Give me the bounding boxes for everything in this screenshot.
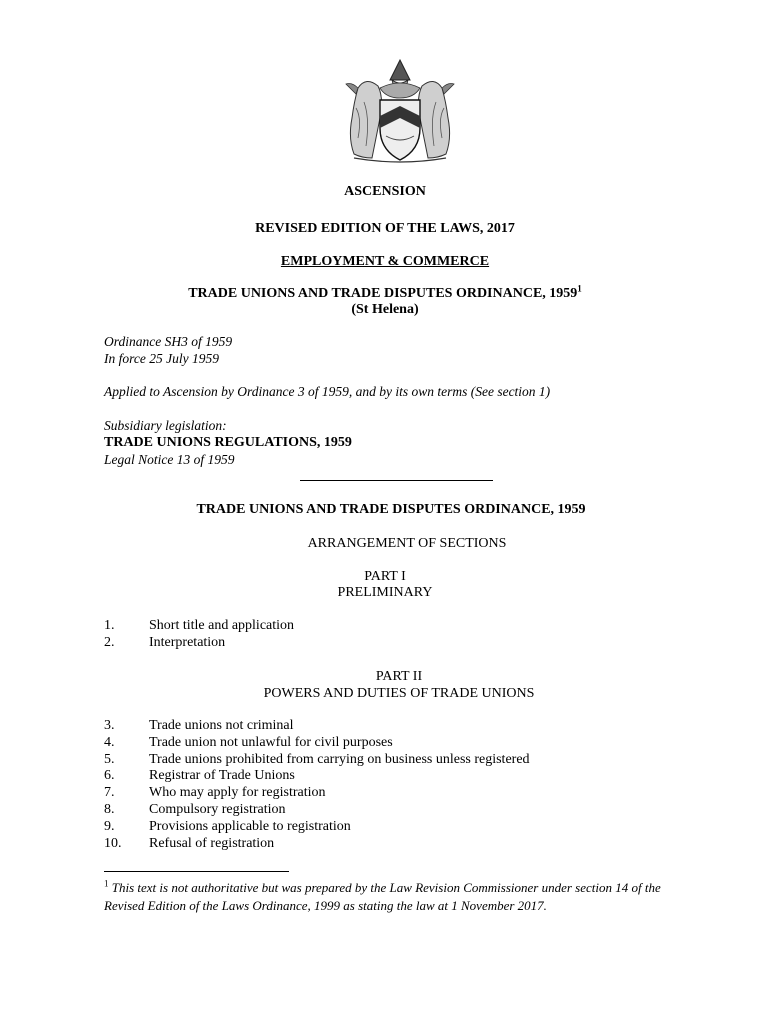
territory-heading: ASCENSION <box>344 184 426 199</box>
section-list <box>104 718 704 852</box>
footnote <box>104 879 704 915</box>
section-title: Trade unions prohibited from carrying on business unless registered <box>149 751 530 767</box>
section-number: 8. <box>104 801 115 817</box>
category-heading <box>0 253 770 270</box>
footnote-text: This text is not authoritative but was prepared by the Law Revision Commissioner under section 14 of the Revised Edition of the Laws Ordinance, 1999 as stating the law at 1 November 2017. <box>104 880 661 913</box>
coat-of-arms-icon <box>336 58 464 168</box>
list-item[interactable] <box>104 618 704 635</box>
list-item[interactable] <box>104 752 704 769</box>
section-number: 3. <box>104 718 115 733</box>
footnote-marker: 1 <box>104 878 109 889</box>
section-list <box>104 618 704 652</box>
section-title: Trade union not unlawful for civil purposes <box>149 734 393 750</box>
section-title: Who may apply for registration <box>149 785 326 801</box>
footnote-divider <box>104 871 289 872</box>
subsidiary-label: Subsidiary legislation: <box>104 418 227 433</box>
section-number: 4. <box>104 734 115 750</box>
edition-heading: REVISED EDITION OF THE LAWS, 2017 <box>255 221 515 236</box>
list-item[interactable] <box>104 819 704 836</box>
list-item[interactable] <box>104 735 704 752</box>
list-item[interactable] <box>104 802 704 819</box>
in-force-date: In force 25 July 1959 <box>104 351 219 366</box>
section-number: 7. <box>104 785 115 801</box>
section-divider <box>300 480 493 481</box>
part-title: PRELIMINARY <box>337 585 433 600</box>
section-number: 9. <box>104 818 115 834</box>
ordinance-title-text: TRADE UNIONS AND TRADE DISPUTES ORDINANCE, 1959 <box>188 286 578 301</box>
arrangement-heading: ARRANGEMENT OF SECTIONS <box>307 536 507 551</box>
section-title: Trade unions not criminal <box>149 718 294 733</box>
body-title: TRADE UNIONS AND TRADE DISPUTES ORDINANCE, 1959 <box>196 502 586 517</box>
ordinance-title <box>0 285 770 302</box>
list-item[interactable] <box>104 768 704 785</box>
list-item[interactable] <box>104 785 704 802</box>
legal-notice: Legal Notice 13 of 1959 <box>104 452 235 467</box>
section-title: Short title and application <box>149 618 295 633</box>
list-item[interactable] <box>104 718 704 735</box>
category-text: EMPLOYMENT & COMMERCE <box>280 254 490 269</box>
section-number: 1. <box>104 618 115 633</box>
part-label: PART II <box>375 669 423 684</box>
subsidiary-title: TRADE UNIONS REGULATIONS, 1959 <box>104 435 352 450</box>
section-title: Refusal of registration <box>149 835 275 851</box>
application-note: Applied to Ascension by Ordinance 3 of 1959, and by its own terms (See section 1) <box>104 384 551 399</box>
section-number: 5. <box>104 751 115 767</box>
section-number: 6. <box>104 768 115 784</box>
part-label: PART I <box>364 569 406 584</box>
section-title: Compulsory registration <box>149 801 286 817</box>
section-title: Interpretation <box>149 634 226 650</box>
section-number: 2. <box>104 634 115 650</box>
list-item[interactable] <box>104 836 704 853</box>
section-title: Provisions applicable to registration <box>149 818 351 834</box>
ordinance-number: Ordinance SH3 of 1959 <box>104 334 233 349</box>
section-number: 10. <box>104 835 122 851</box>
part-title: POWERS AND DUTIES OF TRADE UNIONS <box>263 686 535 701</box>
list-item[interactable] <box>104 635 704 652</box>
ordinance-origin: (St Helena) <box>351 302 419 317</box>
footnote-ref[interactable]: 1 <box>577 283 582 294</box>
section-title: Registrar of Trade Unions <box>149 768 295 784</box>
